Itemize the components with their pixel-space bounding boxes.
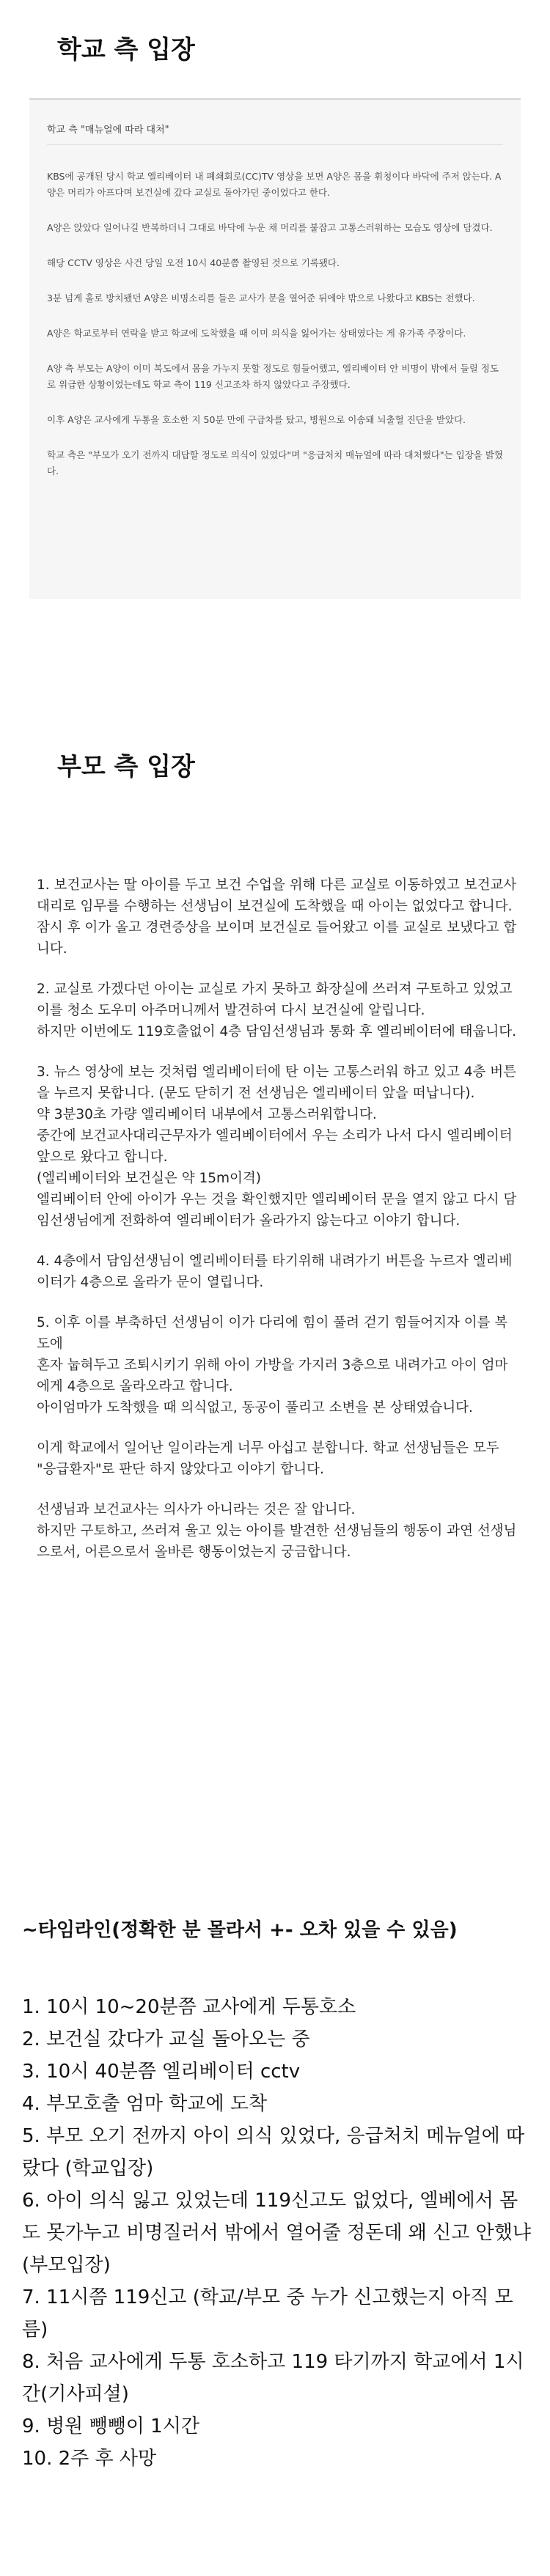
parent-paragraph: 선생님과 보건교사는 의사가 아니라는 것은 잘 압니다. 하지만 구토하고, 쓰러져 울고 있는 아이를 발견한 선생님들의 행동이 과연 선생님으로서, 어른으로서 올바른 행동이었는지 궁금합니다.	[37, 1502, 517, 1560]
timeline-item: 2. 보건실 갔다가 교실 돌아오는 중	[22, 2028, 310, 2050]
parent-statement	[37, 875, 521, 1582]
school-paragraph: A양은 앉았다 일어나길 반복하더니 그대로 바닥에 누운 채 머리를 붙잡고 고통스러워하는 모습도 영상에 담겼다.	[47, 222, 493, 233]
school-paragraph: A양 측 부모는 A양이 이미 복도에서 몸을 가누지 못할 정도로 힘들어했고, 엘리베이터 안 비명이 밖에서 들릴 정도로 위급한 상황이었는데도 학교 측이 119 신고조차 하지 않았다고 주장했다.	[47, 363, 499, 390]
school-paragraph: 해당 CCTV 영상은 사건 당일 오전 10시 40분쯤 촬영된 것으로 기록됐다.	[47, 257, 340, 268]
parent-section-heading: 부모 측 입장	[57, 752, 195, 781]
school-paragraph: 이후 A양은 교사에게 두통을 호소한 지 50분 만에 구급차를 탔고, 병원으로 이송돼 뇌출혈 진단을 받았다.	[47, 414, 466, 425]
parent-paragraph: 4. 4층에서 담임선생님이 엘리베이터를 타기위해 내려가기 버튼을 누르자 엘리베이터가 4층으로 올라가 문이 열립니다.	[37, 1254, 513, 1290]
timeline-item: 1. 10시 10~20분쯤 교사에게 두통호소	[22, 1996, 356, 2018]
school-paragraph: 3분 넘게 홀로 방치됐던 A양은 비명소리를 들은 교사가 문을 열어준 뒤에야 밖으로 나왔다고 KBS는 전했다.	[47, 292, 475, 303]
school-paragraph: 학교 측은 "부모가 오기 전까지 대답할 정도로 의식이 있었다"며 "응급처치 매뉴얼에 따라 대처했다"는 입장을 밝혔다.	[47, 449, 504, 476]
parent-paragraph: 3. 뉴스 영상에 보는 것처럼 엘리베이터에 탄 이는 고통스러워 하고 있고 4층 버튼을 누르지 못합니다. (문도 닫히기 전 선생님은 엘리베이터 앞을 떠납니다). 약 3분30초 가량 엘리베이터 내부에서 고통스러워합니다. 중간에 보건교사대리근무자가 엘리베이터에서 우는 소리가 나서 다시 엘리베이터 앞으로 왔다고 합니다. (엘리베이터와 보건실은 약 15m이격) 엘리베이터 안에 아이가 우는 것을 확인했지만 엘리베이터 문을 열지 않고 다시 담임선생님에게 전화하여 엘리베이터가 올라가지 않는다고 이야기 합니다.	[37, 1064, 517, 1229]
timeline-item: 6. 아이 의식 잃고 있었는데 119신고도 없었다, 엘베에서 몸도 못가누고 비명질러서 밖에서 열어줄 정돈데 왜 신고 안했냐 (부모입장)	[22, 2190, 532, 2276]
school-paragraph: A양은 학교로부터 연락을 받고 학교에 도착했을 때 이미 의식을 잃어가는 상태였다는 게 유가족 주장이다.	[47, 328, 466, 339]
parent-paragraph: 2. 교실로 가겠다던 아이는 교실로 가지 못하고 화장실에 쓰러져 구토하고 있었고 이를 청소 도우미 아주머니께서 발견하여 다시 보건실에 알립니다. 하지만 이번에도 119호출없이 4층 담임선생님과 통화 후 엘리베이터에 태웁니다.	[37, 982, 517, 1039]
timeline-item: 7. 11시쯤 119신고 (학교/부모 중 누가 신고했는지 아직 모름)	[22, 2286, 513, 2341]
timeline-title: ~타임라인(정확한 분 몰라서 +- 오차 있을 수 있음)	[22, 1919, 458, 1941]
parent-paragraph: 이게 학교에서 일어난 일이라는게 너무 아십고 분합니다. 학교 선생님들은 모두 "응급환자"로 판단 하지 않았다고 이야기 합니다.	[37, 1440, 499, 1477]
timeline-item: 9. 병원 뺑뺑이 1시간	[22, 2415, 199, 2437]
timeline-item: 8. 처음 교사에게 두통 호소하고 119 타기까지 학교에서 1시간(기사피셜)	[22, 2351, 524, 2405]
parent-paragraph: 5. 이후 이를 부축하던 선생님이 이가 다리에 힘이 풀려 걷기 힘들어지자 이를 복도에 혼자 눕혀두고 조퇴시키기 위해 아이 가방을 가지러 3층으로 내려가고 아이 엄마에게 4층으로 올라오라고 합니다. 아이엄마가 도착했을 때 의식없고, 동공이 풀리고 소변을 본 상태였습니다.	[37, 1315, 508, 1416]
timeline-item: 4. 부모호출 엄마 학교에 도착	[22, 2093, 268, 2115]
timeline-list	[22, 1991, 532, 2475]
school-article-card	[29, 98, 521, 599]
timeline-item: 10. 2주 후 사망	[22, 2448, 157, 2470]
school-section-heading: 학교 측 입장	[57, 35, 195, 65]
timeline-item: 3. 10시 40분쯤 엘리베이터 cctv	[22, 2061, 301, 2083]
timeline-item: 5. 부모 오기 전까지 아이 의식 있었다, 응급처치 메뉴얼에 따랐다 (학교입장)	[22, 2125, 525, 2179]
school-paragraph: KBS에 공개된 당시 학교 엘리베이터 내 폐쇄회로(CC)TV 영상을 보면 A양은 몸을 휘청이다 바닥에 주저 앉는다. A양은 머리가 아프다며 보건실에 갔다 교실로 돌아가던 중이었다고 한다.	[47, 171, 502, 198]
school-article-body	[47, 169, 503, 498]
school-article-subtitle: 학교 측 "매뉴얼에 따라 대처"	[47, 122, 503, 145]
parent-paragraph: 1. 보건교사는 딸 아이를 두고 보건 수업을 위해 다른 교실로 이동하였고 보건교사 대리로 임무를 수행하는 선생님이 보건실에 도착했을 때 아이는 없었다고 합니다. 잠시 후 이가 올고 경련증상을 보이며 보건실로 들어왔고 이를 교실로 보냈다고 합니다.	[37, 877, 517, 957]
